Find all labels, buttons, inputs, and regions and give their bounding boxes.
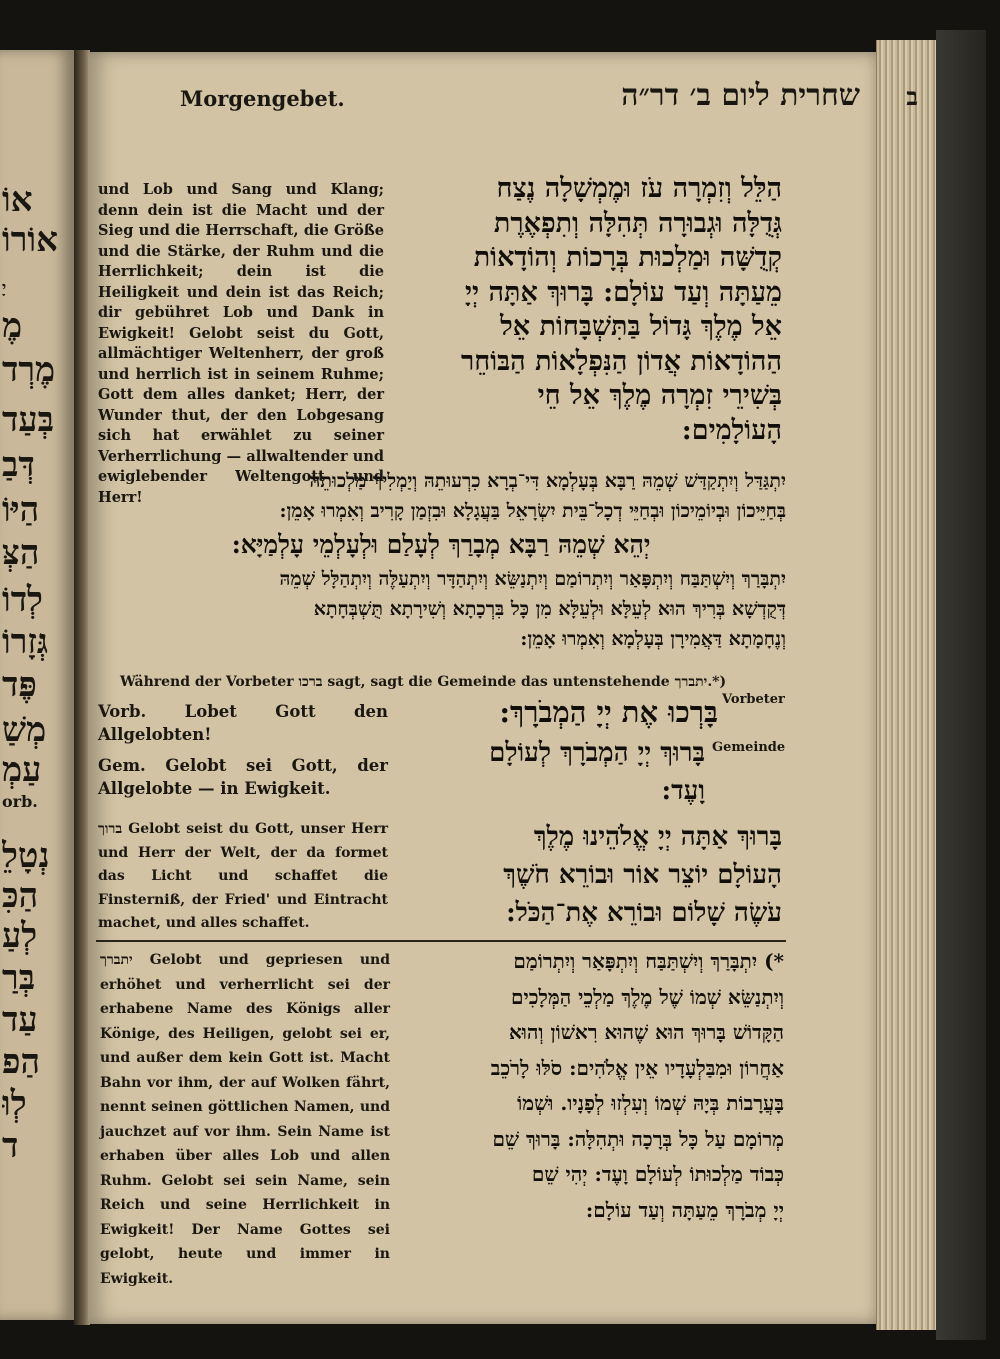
- footnote-hebrew-line: *) יִתְבָּרַךְ וְיִשְׁתַּבַּח וְיִתְפָּאַר וְיִתְרוֹמַם: [513, 949, 784, 973]
- hallel-line: הַלֵּל וְזִמְרָה עֹז וּמֶמְשָׁלָה נֶצַח: [496, 173, 782, 204]
- page-number: ב: [906, 82, 918, 111]
- left-page-fragment: הַיּוֹ: [2, 490, 40, 530]
- footnote-hebrew-line: כְּבוֹד מַלְכוּתוֹ לְעוֹלָם וָעֶד: יְהִי שֵׁם: [531, 1162, 784, 1186]
- left-page-fragment: עַמְ: [2, 750, 42, 790]
- hebrew-page-title: שחרית ליום ב׳ דר״ה: [621, 78, 860, 113]
- german-yotzer: [98, 818, 388, 936]
- german-barchu-vorbeter: Vorb. Lobet Gott den Allgelobten!: [98, 702, 388, 744]
- hebrew-barchu-gemeinde: [400, 734, 705, 810]
- left-page-fragment: לְדוֹ: [2, 580, 43, 620]
- footnote-hebrew-line: וְיִתְנַשֵּׂא שְׁמוֹ שֶׁל מֶלֶךְ מַלְכֵי הַמְּלָכִים: [510, 984, 784, 1009]
- german-page-title: Morgengebet.: [180, 86, 345, 111]
- hallel-line: הַהוֹדָאוֹת אֲדוֹן הַנִּפְלָאוֹת הַבּוֹחֵר: [460, 345, 782, 377]
- left-page-fragment: מֶרְד: [2, 350, 56, 390]
- page-header: [90, 78, 920, 118]
- footnote-hebrew-line: אַחֲרוֹן וּמִבַּלְעָדָיו אֵין אֱלֹהִים: סֹלּוּ לָרֹכֵב: [490, 1055, 784, 1080]
- kaddish-line: יִתְבָּרַךְ וְיִשְׁתַּבַּח וְיִתְפָּאַר וְיִתְרוֹמַם וְיִתְנַשֵּׂא וְיִתְהַדָּר וְיִתְעַלֶּה וְיִתְהַלָּל שְׁמֵהּ: [279, 568, 786, 590]
- hebrew-kaddish: [96, 466, 786, 654]
- hallel-line: בְּשִׁירֵי זִמְרָה מֶלֶךְ אֵל חֵי: [537, 380, 782, 411]
- footnote-hebrew-line: מְרוֹמָם עַל כָּל בְּרָכָה וּתְהִלָּה: בָּרוּךְ שֵׁם: [492, 1126, 784, 1151]
- german-barchu-gemeinde: Gem. Gelobt sei Gott, der Allgelobte — in Ewigkeit.: [98, 756, 388, 798]
- left-page-fragment-small: orb.: [2, 792, 38, 811]
- left-page-fragment: בְּעַד: [2, 400, 54, 440]
- kaddish-line: וְנֶחָמָתָא דַּאֲמִירָן בְּעָלְמָא וְאִמְרוּ אָמֵן:: [520, 628, 786, 650]
- left-page-fragment: עַד: [2, 1000, 38, 1040]
- left-page-fragment: אוֹרוֹ: [2, 220, 58, 260]
- left-page-fragment: לְעַ: [2, 916, 38, 956]
- page-edges: [876, 40, 941, 1330]
- footnote-divider: [96, 940, 786, 942]
- hallel-line: הָעוֹלָמִים:: [681, 414, 782, 446]
- gemeinde-line: בָּרוּךְ יְיָ הַמְבֹרָךְ לְעוֹלָם: [489, 738, 705, 768]
- left-page-fragment: ד: [2, 1126, 19, 1166]
- left-page-fragment: לְוּ: [2, 1084, 27, 1124]
- left-page-fragment: מֶ: [2, 306, 23, 346]
- left-page-fragment: הַצְּ: [2, 533, 40, 573]
- german-translation-hallel: [98, 180, 384, 508]
- hebrew-hallel: [392, 172, 782, 448]
- yotzer-line: בָּרוּךְ אַתָּה יְיָ אֱלֹהֵינוּ מֶלֶךְ: [533, 822, 782, 852]
- footnote-hebrew-line: הַקָּדוֹשׁ בָּרוּךְ הוּא שֶׁהוּא רִאשׁוֹן וְהוּא: [508, 1020, 784, 1044]
- left-page-fragment: מְשַׁ: [2, 710, 47, 750]
- left-page-fragment: הַפ: [2, 1042, 41, 1082]
- hallel-line: קְדֻשָּׁה וּמַלְכוּת בְּרָכוֹת וְהוֹדָאוֹת: [473, 242, 782, 273]
- hebrew-yotzer: [400, 818, 782, 932]
- left-page-fragment: אוֹ: [2, 180, 33, 220]
- kaddish-line: יִתְגַּדַּל וְיִתְקַדַּשׁ שְׁמֵהּ רַבָּא בְּעָלְמָא דִּי־בְרָא כִרְעוּתֵהּ וְיַמְלִיךְ מַלְכוּתֵהּ: [309, 470, 786, 492]
- footnote-hebrew-line: יְיָ מְבֹרָךְ מֵעַתָּה וְעַד עוֹלָם:: [585, 1197, 784, 1222]
- footnote-hebrew-line: בָּעֲרָבוֹת בְּיָהּ שְׁמוֹ וְעִלְזוּ לְפָנָיו. וּשְׁמוֹ: [517, 1091, 784, 1115]
- kaddish-response: יְהֵא שְׁמֵהּ רַבָּא מְבָרַךְ לְעָלַם וּלְעָלְמֵי עָלְמַיָּא:: [231, 530, 651, 559]
- hallel-line: אֵל מֶלֶךְ גָּדוֹל בַּתִּשְׁבָּחוֹת אֵל: [500, 311, 782, 342]
- label-gemeinde: Gemeinde: [712, 740, 786, 755]
- hallel-line: מֵעַתָּה וְעַד עוֹלָם: בָּרוּךְ אַתָּה יְיָ: [464, 276, 782, 308]
- german-barchu: [98, 700, 388, 800]
- kaddish-line: בְּחַיֵּיכוֹן וּבְיוֹמֵיכוֹן וּבְחַיֵּי דְכָל־בֵּית יִשְׂרָאֵל בַּעֲגָלָא וּבִזְמַן קָרִיב וְאִמְרוּ אָמֵן:: [279, 500, 786, 522]
- gemeinde-line: וָעֶד:: [661, 776, 705, 806]
- german-paragraph: יתברך Gelobt und gepriesen und erhöhet und verherrlicht sei der erhabene Name des Königs aller Könige, des Heiligen, gelobt sei er, und außer dem kein Gott ist. Macht Bahn vor ihm, der auf Wolken fährt, nennt seinen göttlichen Namen, und jauchzet auf vor ihm. Sein Name ist erhaben über alles Lob und allen Ruhm. Gelobt sei sein Name, sein Reich und seine Herrlichkeit in Ewigkeit! Der Name Gottes sei gelobt, heute und immer in Ewigkeit.: [100, 952, 390, 1287]
- left-page-fragment: פֶּד: [2, 665, 37, 705]
- left-page-fragment: הַכִּ: [2, 876, 39, 916]
- label-vorbeter: Vorbeter: [722, 692, 785, 707]
- hebrew-footnote: [396, 944, 784, 1228]
- german-paragraph: ברוך Gelobt seist du Gott, unser Herr und Herr der Welt, der da formet das Licht und schaffet die Finsterniß, der Fried' und Eintracht machet, und alles schaffet.: [98, 821, 388, 931]
- hallel-line: גְּדֻלָּה וּגְבוּרָה תְּהִלָּה וְתִפְאֶרֶת: [493, 207, 782, 239]
- kaddish-line: דְּקֻדְשָׁא בְּרִיךְ הוּא לְעֵלָּא וּלְעֵלָּא מִן כָּל בִּרְכָתָא וְשִׁירָתָא תֻּשְׁבְּחָתָא: [313, 598, 786, 620]
- left-page-fragment: גְּזָרוֹ: [2, 622, 49, 662]
- left-page: [0, 50, 74, 1320]
- left-page-fragment: נְטָלֵ: [2, 836, 50, 876]
- left-page-fragment-small: יָ: [2, 278, 7, 297]
- hebrew-barchu-vorbeter: בָּרְכוּ אֶת יְיָ הַמְבֹרָךְ:: [499, 695, 718, 729]
- book-cover: [936, 30, 986, 1340]
- left-page-fragment: דְּבַ: [2, 445, 35, 485]
- left-page-fragment: בְּרַ: [2, 958, 36, 998]
- yotzer-line: עֹשֶׂה שָׁלוֹם וּבוֹרֵא אֶת־הַכֹּל:: [506, 898, 782, 928]
- german-paragraph: und Lob und Sang und Klang; denn dein ist die Macht und der Sieg und die Herrschaft, die Größe und die Stärke, der Ruhm und die Herrlichkeit; dein ist die Heiligkeit und dein ist das Reich; dir gebühret Lob und Dank in Ewigkeit! Gelobt seist du Gott, allmächtiger Weltenherr, der groß und herrlich ist in seinem Ruhme; Gott dem alles danket; Herr, der Wunder thut, der den Lobgesang sich hat erwählet zu seiner Verherrlichung — allwaltender und ewiglebender Weltengott und Herr!: [98, 181, 384, 506]
- german-footnote: [100, 948, 390, 1291]
- instruction-line: Während der Vorbeter ברכו sagt, sagt die Gemeinde das untenstehende יתברך.*): [120, 674, 727, 690]
- yotzer-line: הָעוֹלָם יוֹצֵר אוֹר וּבוֹרֵא חֹשֶׁךְ: [503, 860, 782, 890]
